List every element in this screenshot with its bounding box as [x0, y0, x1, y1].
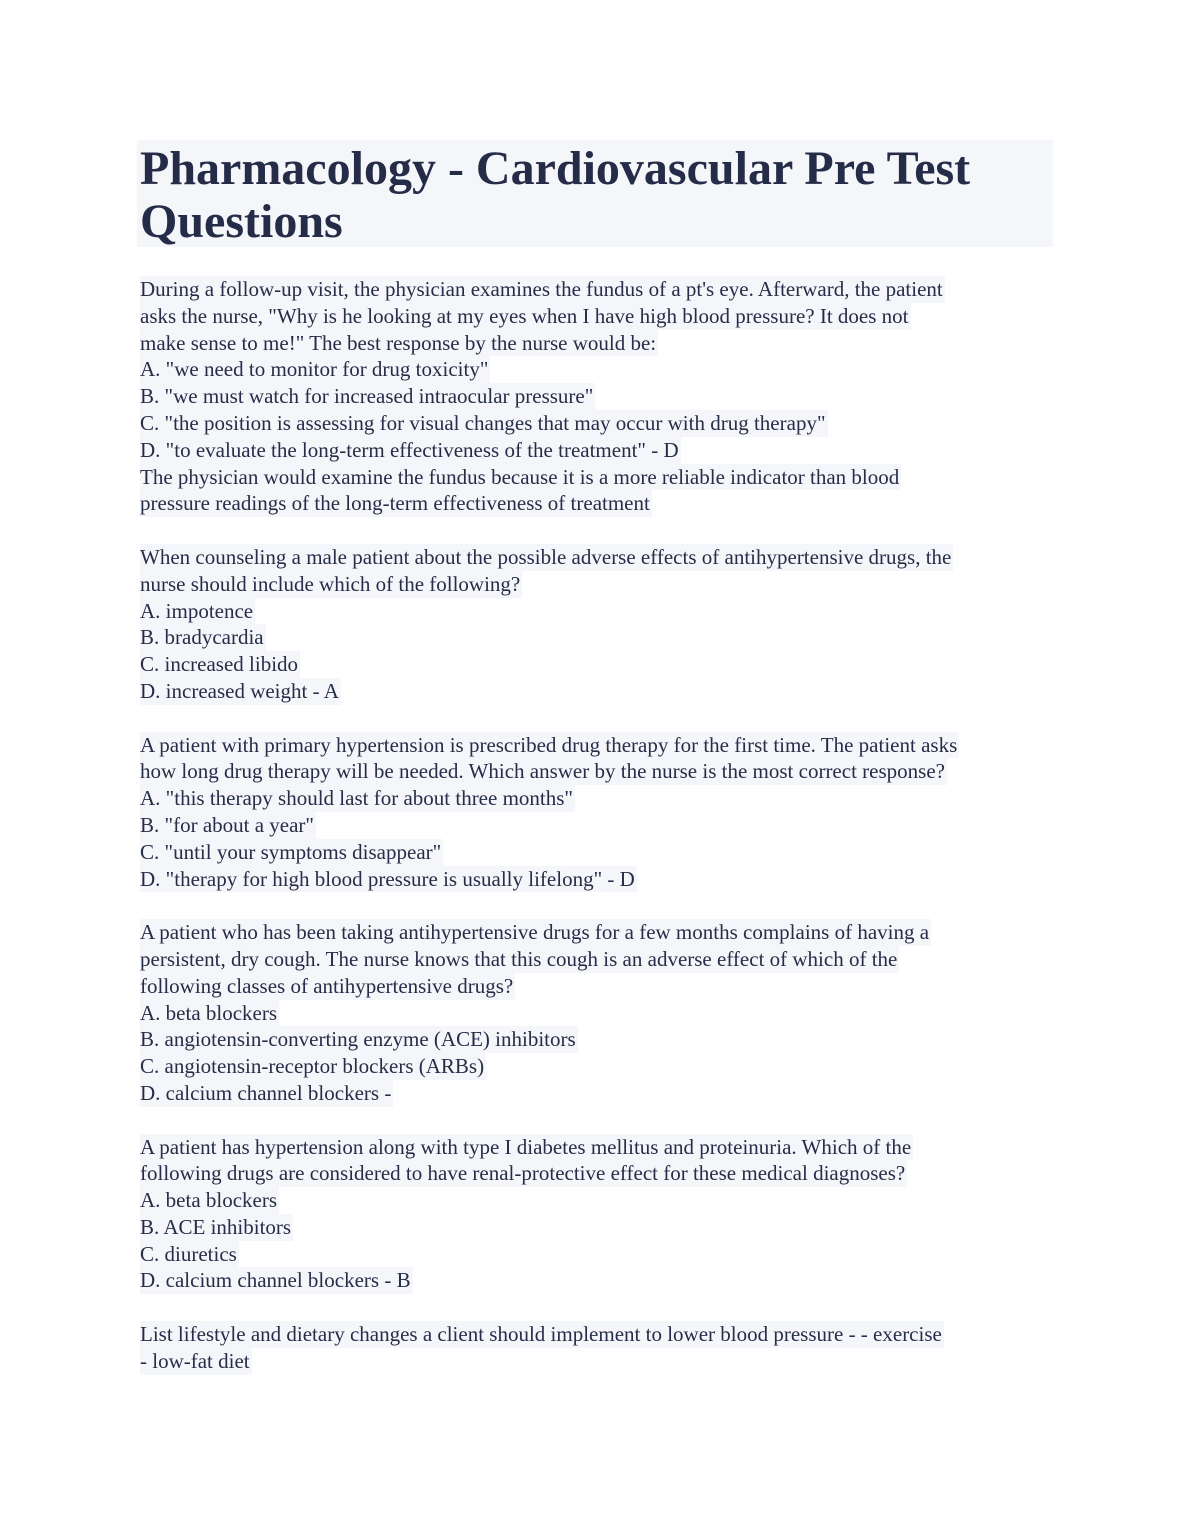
- title-line: Pharmacology - Cardiovascular Pre Test: [140, 142, 971, 195]
- question-block: [140, 276, 1055, 517]
- text-line: A patient who has been taking antihypertensive drugs for a few months complains of having a: [140, 920, 930, 945]
- text-line: C. angiotensin-receptor blockers (ARBs): [140, 1054, 485, 1079]
- question-block: [140, 732, 1055, 893]
- text-line: how long drug therapy will be needed. Which answer by the nurse is the most correct response?: [140, 759, 945, 784]
- text-line: - low-fat diet: [140, 1348, 250, 1373]
- text-line: persistent, dry cough. The nurse knows that this cough is an adverse effect of which of the: [140, 946, 898, 971]
- page-title: [140, 142, 970, 248]
- text-line: A. beta blockers: [140, 1000, 278, 1025]
- text-line: C. diuretics: [140, 1241, 237, 1266]
- text-line: A. impotence: [140, 598, 254, 623]
- question-block: [140, 1321, 1055, 1375]
- text-line: pressure readings of the long-term effectiveness of treatment: [140, 491, 650, 516]
- text-line: D. "to evaluate the long-term effectiveness of the treatment" - D: [140, 437, 679, 462]
- text-line: make sense to me!" The best response by the nurse would be:: [140, 330, 657, 355]
- question-block: [140, 1134, 1055, 1295]
- text-line: A patient with primary hypertension is prescribed drug therapy for the first time. The patient asks: [140, 732, 958, 757]
- text-line: D. calcium channel blockers - B: [140, 1268, 411, 1293]
- text-line: A. "this therapy should last for about three months": [140, 786, 573, 811]
- title-line: Questions: [140, 195, 343, 248]
- text-line: C. "the position is assessing for visual changes that may occur with drug therapy": [140, 410, 826, 435]
- question-block: [140, 919, 1055, 1107]
- text-line: B. "for about a year": [140, 812, 314, 837]
- text-line: B. "we must watch for increased intraocular pressure": [140, 384, 594, 409]
- document-body: [140, 276, 1055, 1401]
- text-line: following classes of antihypertensive drugs?: [140, 973, 514, 998]
- text-line: D. increased weight - A: [140, 678, 339, 703]
- text-line: B. bradycardia: [140, 625, 264, 650]
- question-block: [140, 544, 1055, 705]
- text-line: List lifestyle and dietary changes a client should implement to lower blood pressure - - exercise: [140, 1322, 942, 1347]
- text-line: D. calcium channel blockers -: [140, 1080, 392, 1105]
- text-line: When counseling a male patient about the possible adverse effects of antihypertensive drugs, the: [140, 544, 952, 569]
- text-line: asks the nurse, "Why is he looking at my eyes when I have high blood pressure? It does not: [140, 303, 909, 328]
- text-line: B. ACE inhibitors: [140, 1214, 292, 1239]
- text-line: C. "until your symptoms disappear": [140, 839, 442, 864]
- text-line: nurse should include which of the following?: [140, 571, 521, 596]
- text-line: The physician would examine the fundus because it is a more reliable indicator than blood: [140, 464, 900, 489]
- text-line: following drugs are considered to have renal-protective effect for these medical diagnoses?: [140, 1161, 906, 1186]
- text-line: During a follow-up visit, the physician examines the fundus of a pt's eye. Afterward, the patient: [140, 277, 943, 301]
- text-line: A. "we need to monitor for drug toxicity": [140, 357, 489, 382]
- text-line: D. "therapy for high blood pressure is usually lifelong" - D: [140, 866, 635, 891]
- text-line: A. beta blockers: [140, 1188, 278, 1213]
- text-line: C. increased libido: [140, 652, 299, 677]
- text-line: A patient has hypertension along with type I diabetes mellitus and proteinuria. Which of the: [140, 1134, 912, 1159]
- text-line: B. angiotensin-converting enzyme (ACE) inhibitors: [140, 1027, 576, 1052]
